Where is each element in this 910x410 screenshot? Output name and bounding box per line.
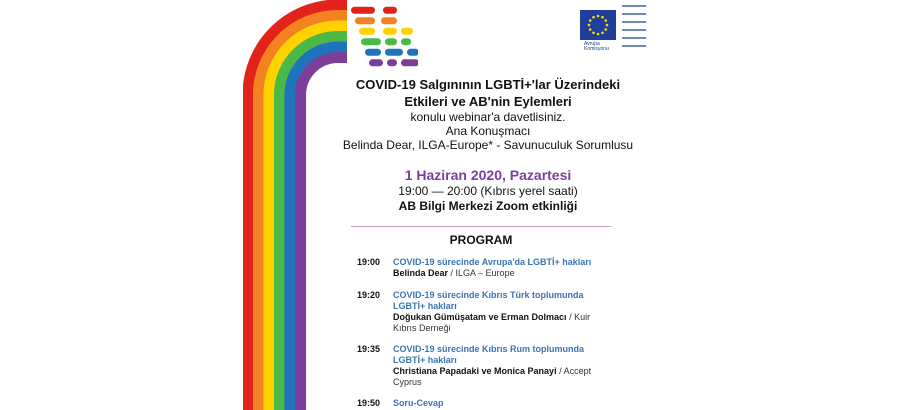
rainbow-dash bbox=[359, 28, 375, 35]
divider bbox=[351, 226, 611, 227]
eu-star-icon bbox=[588, 24, 591, 27]
event-time: 19:00 — 20:00 (Kıbrıs yerel saati) bbox=[398, 184, 578, 198]
rainbow-dash bbox=[401, 28, 413, 35]
session-title: COVID-19 sürecinde Kıbrıs Türk toplumunda LGBTİ+ hakları bbox=[393, 290, 584, 311]
eu-star-icon bbox=[592, 16, 595, 19]
session-title: COVID-19 sürecinde Avrupa'da LGBTİ+ hakları bbox=[393, 257, 592, 267]
session-affiliation: / ILGA – Europe bbox=[448, 268, 515, 278]
eu-star-icon bbox=[592, 31, 595, 34]
commission-building-icon bbox=[620, 0, 648, 58]
rainbow-dash bbox=[407, 49, 418, 56]
european-commission-logo bbox=[568, 0, 648, 58]
eu-star-icon bbox=[597, 15, 600, 18]
invitation-text bbox=[338, 110, 638, 152]
rainbow-dash bbox=[365, 49, 381, 56]
rainbow-dash bbox=[383, 7, 397, 14]
eu-star-icon bbox=[601, 16, 604, 19]
invite-line: konulu webinar'a davetlisiniz. bbox=[410, 110, 566, 124]
keynote-speaker: Belinda Dear, ILGA-Europe* - Savunuculuk Sorumlusu bbox=[342, 138, 634, 152]
session-speakers: Belinda Dear bbox=[393, 268, 449, 278]
rainbow-dash bbox=[401, 59, 418, 66]
session-title: Soru-Cevap bbox=[393, 398, 444, 408]
session-title: COVID-19 sürecinde Kıbrıs Rum toplumunda LGBTİ+ hakları bbox=[393, 344, 585, 365]
program-time: 19:50 bbox=[357, 398, 381, 408]
rainbow-dash bbox=[383, 28, 397, 35]
program-title: PROGRAM bbox=[449, 233, 513, 247]
eu-star-icon bbox=[604, 28, 607, 31]
event-venue: AB Bilgi Merkezi Zoom etkinliği bbox=[398, 199, 578, 213]
rainbow-dash bbox=[351, 7, 375, 14]
commission-name-line1: Avrupa bbox=[584, 41, 600, 47]
keynote-label: Ana Konuşmacı bbox=[445, 124, 531, 138]
eu-star-icon bbox=[601, 31, 604, 34]
eu-star-icon bbox=[606, 24, 609, 27]
eu-flag-icon bbox=[580, 10, 616, 40]
event-date: 1 Haziran 2020, Pazartesi bbox=[404, 167, 572, 183]
eu-star-icon bbox=[589, 28, 592, 31]
program-time: 19:35 bbox=[357, 344, 381, 354]
rainbow-dash bbox=[381, 17, 397, 24]
rainbow-dash bbox=[401, 38, 411, 45]
session-speakers: Christiana Papadaki ve Monica Panayi bbox=[393, 366, 557, 376]
rainbow-dash bbox=[361, 38, 381, 45]
eu-star-icon bbox=[597, 33, 600, 36]
session-speakers: Doğukan Gümüşatam ve Erman Dolmacı bbox=[393, 312, 567, 322]
rainbow-dash bbox=[385, 38, 397, 45]
session-affiliation: / Kuir Kıbrıs Derneği bbox=[393, 312, 591, 333]
commission-name bbox=[584, 42, 624, 52]
rainbow-dash bbox=[369, 59, 383, 66]
title-line2: Etkileri ve AB'nin Eylemleri bbox=[404, 94, 572, 109]
session-affiliation: / Accept Cyprus bbox=[393, 366, 592, 387]
title-line1: COVID-19 Salgınının LGBTİ+'lar Üzerindeki bbox=[355, 77, 621, 92]
rainbow-dash bbox=[355, 17, 375, 24]
commission-name-line2: Komisyonu bbox=[584, 46, 609, 52]
rainbow-dash bbox=[385, 49, 403, 56]
event-flyer bbox=[243, 0, 665, 410]
rainbow-dash bbox=[387, 59, 397, 66]
event-title bbox=[338, 76, 638, 110]
eu-star-icon bbox=[604, 19, 607, 22]
eu-star-icon bbox=[589, 19, 592, 22]
program-time: 19:20 bbox=[357, 290, 381, 300]
program-time: 19:00 bbox=[357, 257, 381, 267]
